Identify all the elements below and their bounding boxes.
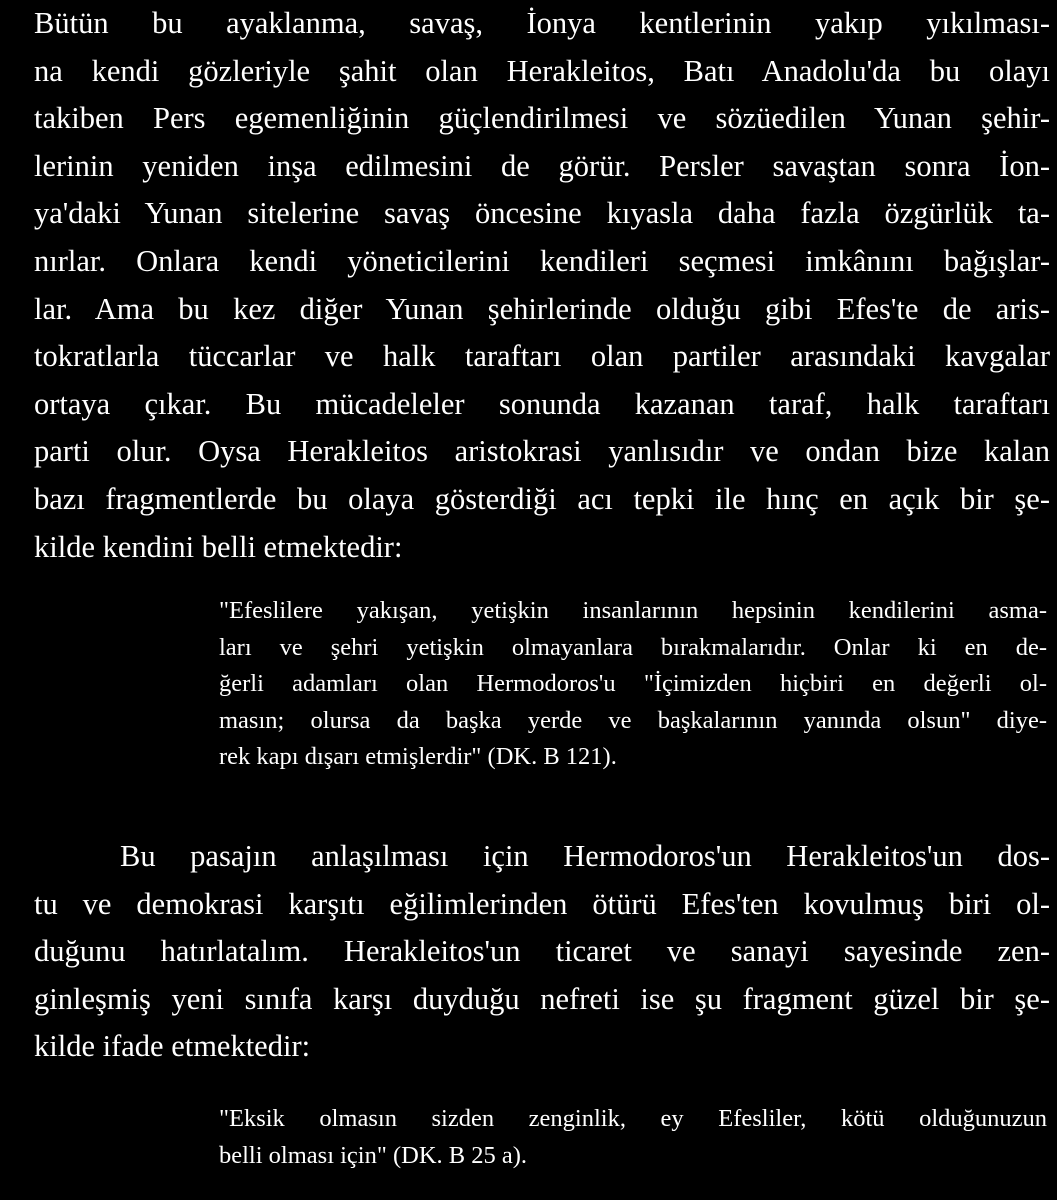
quote-line: belli olması için" (DK. B 25 a). bbox=[219, 1141, 528, 1169]
text-line: tokratlarla tüccarlar ve halk taraftarı olan partiler arasındaki kavgalar bbox=[34, 339, 1050, 374]
text-line: ginleşmiş yeni sınıfa karşı duyduğu nefreti ise şu fragment güzel bir şe- bbox=[34, 981, 1050, 1016]
quote-2 bbox=[219, 1101, 1047, 1174]
quote-line: masın; olursa da başka yerde ve başkalarının yanında olsun" diye- bbox=[219, 706, 1047, 734]
text-line: duğunu hatırlatalım. Herakleitos'un ticaret ve sanayi sayesinde zen- bbox=[34, 934, 1050, 969]
text-line: lerinin yeniden inşa edilmesini de görür. Persler savaştan sonra İon- bbox=[34, 148, 1050, 183]
text-line: ya'daki Yunan sitelerine savaş öncesine kıyasla daha fazla özgürlük ta- bbox=[34, 196, 1050, 231]
quote-1 bbox=[219, 593, 1047, 776]
text-line: ortaya çıkar. Bu mücadeleler sonunda kazanan taraf, halk taraftarı bbox=[34, 386, 1050, 421]
quote-line: ları ve şehri yetişkin olmayanlara bırakmalarıdır. Onlar ki en de- bbox=[219, 633, 1047, 661]
quote-line: "Efeslilere yakışan, yetişkin insanlarının hepsinin kendilerini asma- bbox=[219, 597, 1047, 624]
text-line: tu ve demokrasi karşıtı eğilimlerinden ötürü Efes'ten kovulmuş biri ol- bbox=[34, 886, 1050, 921]
paragraph-1 bbox=[34, 0, 1050, 571]
text-line: Bütün bu ayaklanma, savaş, İonya kentlerinin yakıp yıkılması- bbox=[34, 6, 1050, 40]
text-line: na kendi gözleriyle şahit olan Herakleitos, Batı Anadolu'da bu olayı bbox=[34, 53, 1050, 88]
text-line: Bu pasajın anlaşılması için Hermodoros'un Herakleitos'un dos- bbox=[120, 839, 1050, 873]
text-line: lar. Ama bu kez diğer Yunan şehirlerinde olduğu gibi Efes'te de aris- bbox=[34, 291, 1050, 326]
text-line: bazı fragmentlerde bu olaya gösterdiği acı tepki ile hınç en açık bir şe- bbox=[34, 481, 1050, 516]
text-line: kilde ifade etmektedir: bbox=[34, 1029, 311, 1064]
text-line: nırlar. Onlara kendi yöneticilerini kendileri seçmesi imkânını bağışlar- bbox=[34, 243, 1050, 278]
text-line: parti olur. Oysa Herakleitos aristokrasi yanlısıdır ve ondan bize kalan bbox=[34, 434, 1050, 469]
quote-line: "Eksik olmasın sizden zenginlik, ey Efesliler, kötü olduğunuzun bbox=[219, 1105, 1047, 1132]
paragraph-2 bbox=[34, 833, 1050, 1071]
text-line: kilde kendini belli etmektedir: bbox=[34, 529, 403, 564]
quote-line: rek kapı dışarı etmişlerdir" (DK. B 121). bbox=[219, 743, 617, 770]
quote-line: ğerli adamları olan Hermodoros'u "İçimizden hiçbiri en değerli ol- bbox=[219, 670, 1047, 697]
text-line: takiben Pers egemenliğinin güçlendirilmesi ve sözüedilen Yunan şehir- bbox=[34, 101, 1050, 136]
